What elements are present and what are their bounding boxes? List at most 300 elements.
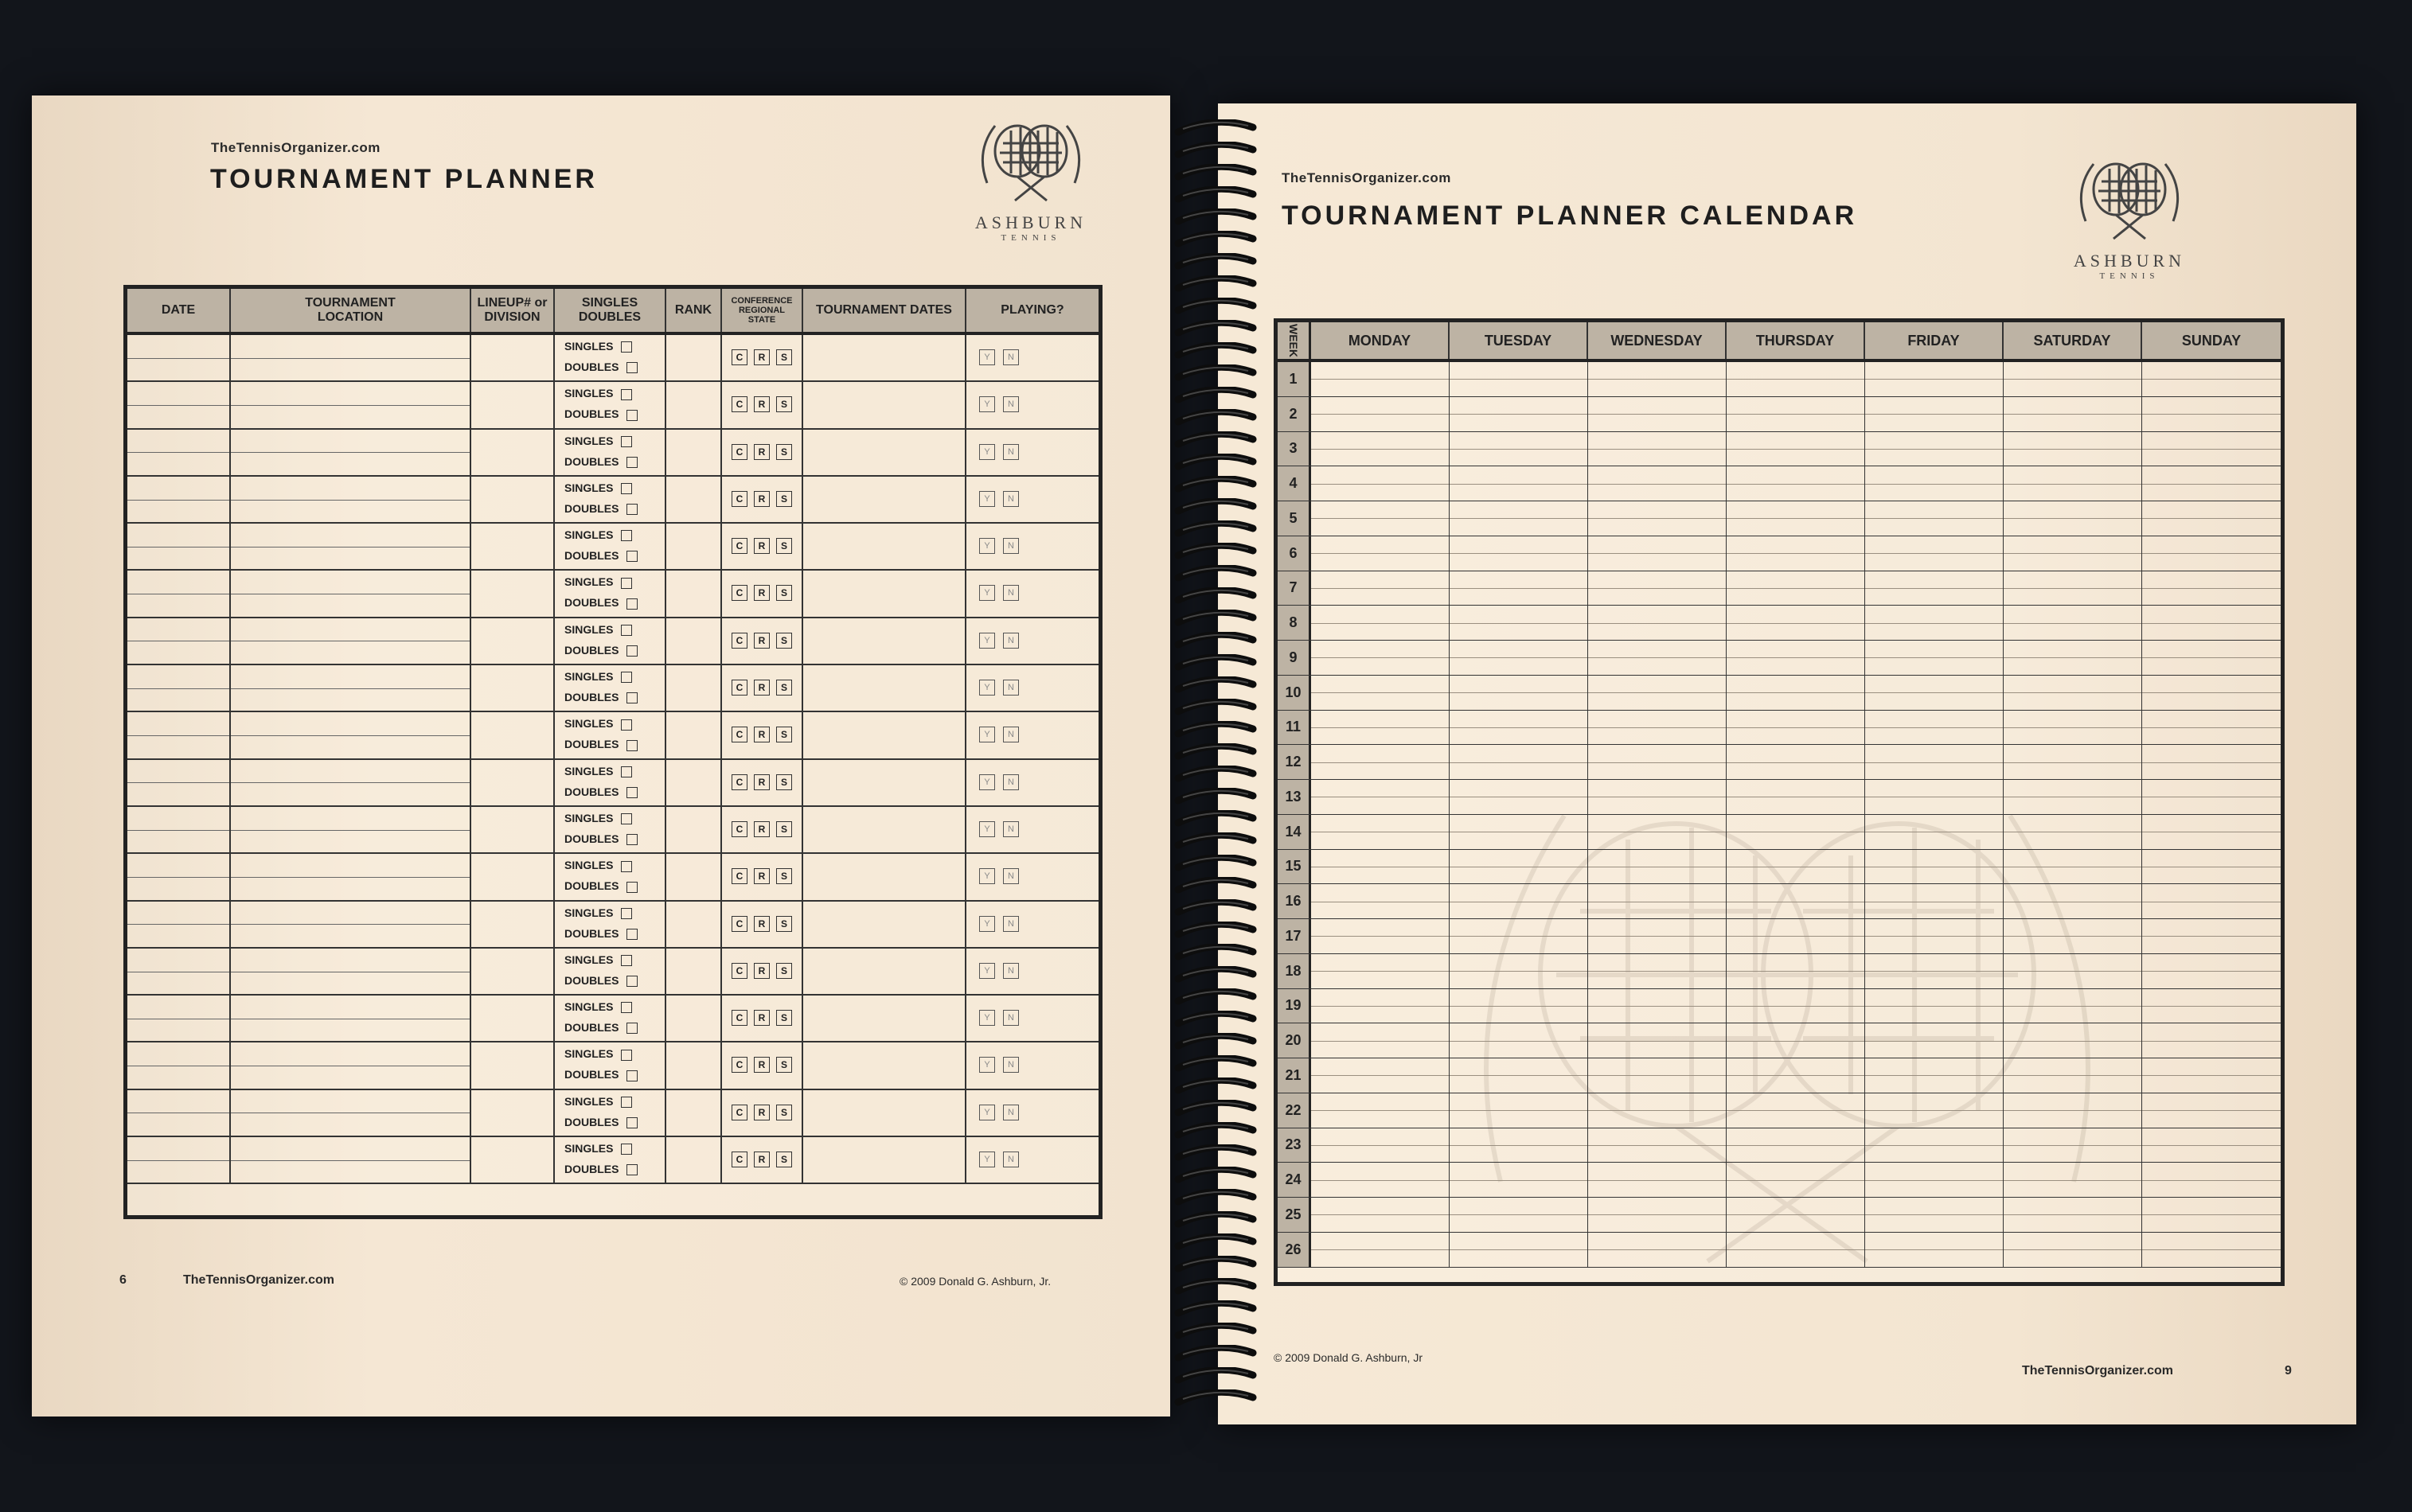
checkbox-icon[interactable] xyxy=(621,766,632,777)
day-cell xyxy=(2004,850,2142,884)
doubles-option[interactable] xyxy=(564,1116,638,1128)
day-cell xyxy=(1727,1093,1865,1128)
entry-cell xyxy=(471,1090,555,1136)
state-checkbox[interactable]: S xyxy=(776,1152,792,1167)
checkbox-icon[interactable] xyxy=(621,955,632,966)
regional-checkbox[interactable]: R xyxy=(754,916,770,932)
doubles-option[interactable] xyxy=(564,502,638,515)
singles-option[interactable] xyxy=(564,906,632,919)
day-cell xyxy=(1311,919,1450,953)
spiral-coil xyxy=(1172,231,1259,248)
entry-cell xyxy=(231,1137,471,1183)
footer-site-left: TheTennisOrganizer.com xyxy=(183,1273,334,1287)
spiral-coil xyxy=(1172,699,1259,716)
no-checkbox[interactable]: N xyxy=(1003,349,1019,365)
day-cell xyxy=(2004,432,2142,466)
entry-cell xyxy=(231,571,471,616)
entry-cell xyxy=(803,477,966,522)
spiral-coil xyxy=(1172,810,1259,828)
checkbox-icon[interactable] xyxy=(626,410,638,421)
conference-checkbox[interactable]: C xyxy=(732,868,747,884)
singles-label: SINGLES xyxy=(564,1000,614,1014)
state-checkbox[interactable]: S xyxy=(776,916,792,932)
state-checkbox[interactable]: S xyxy=(776,727,792,742)
week-row xyxy=(1278,362,2281,397)
table-row xyxy=(127,854,1099,901)
checkbox-icon[interactable] xyxy=(621,908,632,919)
entry-cell xyxy=(127,1042,231,1088)
regional-checkbox[interactable]: R xyxy=(754,680,770,696)
entry-cell xyxy=(803,996,966,1041)
yes-checkbox[interactable]: Y xyxy=(979,538,995,554)
singles-option[interactable] xyxy=(564,765,632,777)
yes-checkbox[interactable]: Y xyxy=(979,963,995,979)
header-sunday: SUNDAY xyxy=(2181,332,2242,349)
day-cell xyxy=(2142,711,2281,745)
playing-cell xyxy=(966,807,1099,852)
spiral-coil xyxy=(1172,164,1259,181)
checkbox-icon[interactable] xyxy=(621,578,632,589)
spiral-coil xyxy=(1172,743,1259,761)
regional-checkbox[interactable]: R xyxy=(754,349,770,365)
entry-cell xyxy=(471,760,555,805)
singles-label: SINGLES xyxy=(564,622,614,636)
entry-cell xyxy=(803,382,966,427)
regional-checkbox[interactable]: R xyxy=(754,538,770,554)
entry-cell xyxy=(803,1042,966,1088)
day-cell xyxy=(1865,884,2004,918)
singles-option[interactable] xyxy=(564,1047,632,1060)
singles-option[interactable] xyxy=(564,1142,632,1155)
checkbox-icon[interactable] xyxy=(626,1070,638,1081)
day-cell xyxy=(1865,362,2004,396)
day-cell xyxy=(1311,641,1450,675)
state-checkbox[interactable]: S xyxy=(776,680,792,696)
no-checkbox[interactable]: N xyxy=(1003,774,1019,790)
singles-option[interactable] xyxy=(564,859,632,871)
checkbox-icon[interactable] xyxy=(626,457,638,468)
regional-checkbox[interactable]: R xyxy=(754,868,770,884)
spiral-coil xyxy=(1172,520,1259,538)
entry-cell xyxy=(471,996,555,1041)
no-checkbox[interactable]: N xyxy=(1003,1105,1019,1120)
entry-cell xyxy=(666,524,722,569)
conference-checkbox[interactable]: C xyxy=(732,1057,747,1073)
singles-option[interactable] xyxy=(564,812,632,824)
yes-checkbox[interactable]: Y xyxy=(979,774,995,790)
yes-checkbox[interactable]: Y xyxy=(979,916,995,932)
checkbox-icon[interactable] xyxy=(626,787,638,798)
entry-cell xyxy=(803,1090,966,1136)
entry-cell xyxy=(803,571,966,616)
state-checkbox[interactable]: S xyxy=(776,396,792,412)
state-checkbox[interactable]: S xyxy=(776,491,792,507)
day-cell xyxy=(1311,397,1450,431)
no-checkbox[interactable]: N xyxy=(1003,916,1019,932)
checkbox-icon[interactable] xyxy=(626,834,638,845)
conference-checkbox[interactable]: C xyxy=(732,396,747,412)
playing-cell xyxy=(966,665,1099,711)
state-checkbox[interactable]: S xyxy=(776,349,792,365)
entry-cell xyxy=(803,949,966,994)
singles-option[interactable] xyxy=(564,387,632,399)
state-checkbox[interactable]: S xyxy=(776,1105,792,1120)
singles-label: SINGLES xyxy=(564,434,614,447)
page-title: TOURNAMENT PLANNER xyxy=(210,164,598,194)
doubles-option[interactable] xyxy=(564,691,638,703)
doubles-option[interactable] xyxy=(564,738,638,750)
no-checkbox[interactable]: N xyxy=(1003,680,1019,696)
conference-checkbox[interactable]: C xyxy=(732,727,747,742)
yes-checkbox[interactable]: Y xyxy=(979,1057,995,1073)
day-cell xyxy=(1727,641,1865,675)
spiral-coil xyxy=(1172,610,1259,627)
day-cell xyxy=(1588,536,1727,571)
day-cell xyxy=(1450,780,1588,814)
checkbox-icon[interactable] xyxy=(621,861,632,872)
yes-checkbox[interactable]: Y xyxy=(979,821,995,837)
singles-option[interactable] xyxy=(564,481,632,494)
singles-option[interactable] xyxy=(564,1095,632,1108)
singles-option[interactable] xyxy=(564,670,632,683)
regional-checkbox[interactable]: R xyxy=(754,444,770,460)
checkbox-icon[interactable] xyxy=(621,1050,632,1061)
doubles-label: DOUBLES xyxy=(564,973,619,987)
state-checkbox[interactable]: S xyxy=(776,444,792,460)
checkbox-icon[interactable] xyxy=(621,672,632,683)
week-number: 25 xyxy=(1278,1198,1311,1232)
conference-checkbox[interactable]: C xyxy=(732,538,747,554)
regional-checkbox[interactable]: R xyxy=(754,396,770,412)
checkbox-icon[interactable] xyxy=(626,645,638,657)
doubles-option[interactable] xyxy=(564,1163,638,1175)
no-checkbox[interactable]: N xyxy=(1003,868,1019,884)
state-checkbox[interactable]: S xyxy=(776,1057,792,1073)
conference-checkbox[interactable]: C xyxy=(732,774,747,790)
day-cell xyxy=(1311,362,1450,396)
checkbox-icon[interactable] xyxy=(626,1117,638,1128)
state-checkbox[interactable]: S xyxy=(776,774,792,790)
regional-checkbox[interactable]: R xyxy=(754,1152,770,1167)
day-cell xyxy=(2142,919,2281,953)
checkbox-icon[interactable] xyxy=(621,1002,632,1013)
day-cell xyxy=(1865,919,2004,953)
doubles-option[interactable] xyxy=(564,549,638,562)
conference-checkbox[interactable]: C xyxy=(732,1152,747,1167)
doubles-option[interactable] xyxy=(564,785,638,798)
entry-cell xyxy=(666,949,722,994)
entry-cell xyxy=(471,1137,555,1183)
checkbox-icon[interactable] xyxy=(621,389,632,400)
regional-checkbox[interactable]: R xyxy=(754,774,770,790)
no-checkbox[interactable]: N xyxy=(1003,963,1019,979)
doubles-option[interactable] xyxy=(564,644,638,657)
spiral-coil xyxy=(1172,855,1259,872)
crossed-rackets-icon xyxy=(971,111,1091,207)
checkbox-icon[interactable] xyxy=(626,882,638,893)
checkbox-icon[interactable] xyxy=(621,813,632,824)
conference-cell xyxy=(722,430,803,475)
spiral-coil xyxy=(1172,1233,1259,1251)
checkbox-icon[interactable] xyxy=(626,692,638,703)
singles-label: SINGLES xyxy=(564,859,614,872)
week-row xyxy=(1278,1163,2281,1198)
singles-doubles-cell xyxy=(555,949,666,994)
checkbox-icon[interactable] xyxy=(621,341,632,353)
day-cell xyxy=(1865,815,2004,849)
checkbox-icon[interactable] xyxy=(626,598,638,610)
week-number: 3 xyxy=(1278,432,1311,466)
day-cell xyxy=(1727,1128,1865,1163)
header-tournament-dates: TOURNAMENT DATES xyxy=(803,289,966,332)
no-checkbox[interactable]: N xyxy=(1003,444,1019,460)
page-number-right: 9 xyxy=(2285,1364,2292,1378)
yes-checkbox[interactable]: Y xyxy=(979,1105,995,1120)
day-cell xyxy=(1450,536,1588,571)
yes-checkbox[interactable]: Y xyxy=(979,1010,995,1026)
table-row xyxy=(127,618,1099,665)
calendar-header xyxy=(1278,322,2281,362)
week-number: 7 xyxy=(1278,571,1311,606)
singles-option[interactable] xyxy=(564,575,632,588)
header-tuesday: TUESDAY xyxy=(1450,322,1588,359)
singles-option[interactable] xyxy=(564,717,632,730)
spiral-coil xyxy=(1172,431,1259,449)
doubles-option[interactable] xyxy=(564,455,638,468)
day-cell xyxy=(1450,432,1588,466)
state-checkbox[interactable]: S xyxy=(776,585,792,601)
conference-checkbox[interactable]: C xyxy=(732,963,747,979)
regional-checkbox[interactable]: R xyxy=(754,491,770,507)
playing-cell xyxy=(966,477,1099,522)
spiral-coil xyxy=(1172,1389,1259,1407)
doubles-option[interactable] xyxy=(564,927,638,940)
header-saturday: SATURDAY xyxy=(2004,322,2142,359)
state-checkbox[interactable]: S xyxy=(776,868,792,884)
table-row xyxy=(127,571,1099,618)
footer-site-right: TheTennisOrganizer.com xyxy=(2022,1364,2173,1378)
day-cell xyxy=(1588,501,1727,536)
week-number: 5 xyxy=(1278,501,1311,536)
regional-checkbox[interactable]: R xyxy=(754,1057,770,1073)
day-cell xyxy=(1865,466,2004,501)
doubles-option[interactable] xyxy=(564,1068,638,1081)
week-row xyxy=(1278,1128,2281,1163)
checkbox-icon[interactable] xyxy=(626,362,638,373)
checkbox-icon[interactable] xyxy=(626,740,638,751)
regional-checkbox[interactable]: R xyxy=(754,963,770,979)
entry-cell xyxy=(127,996,231,1041)
day-cell xyxy=(2142,954,2281,988)
day-cell xyxy=(1588,711,1727,745)
no-checkbox[interactable]: N xyxy=(1003,821,1019,837)
day-cell xyxy=(1588,1128,1727,1163)
playing-cell xyxy=(966,854,1099,899)
regional-checkbox[interactable]: R xyxy=(754,821,770,837)
checkbox-icon[interactable] xyxy=(626,551,638,562)
header-date: DATE xyxy=(127,289,231,332)
yes-checkbox[interactable]: Y xyxy=(979,396,995,412)
checkbox-icon[interactable] xyxy=(626,929,638,940)
day-cell xyxy=(1865,397,2004,431)
state-checkbox[interactable]: S xyxy=(776,821,792,837)
no-checkbox[interactable]: N xyxy=(1003,491,1019,507)
spiral-coil xyxy=(1172,1345,1259,1362)
doubles-label: DOUBLES xyxy=(564,407,619,421)
singles-option[interactable] xyxy=(564,435,632,447)
no-checkbox[interactable]: N xyxy=(1003,1057,1019,1073)
yes-checkbox[interactable]: Y xyxy=(979,727,995,742)
conference-checkbox[interactable]: C xyxy=(732,821,747,837)
week-row xyxy=(1278,571,2281,606)
day-cell xyxy=(1450,501,1588,536)
entry-cell xyxy=(666,382,722,427)
doubles-option[interactable] xyxy=(564,360,638,373)
table-row xyxy=(127,712,1099,759)
doubles-option[interactable] xyxy=(564,407,638,420)
yes-checkbox[interactable]: Y xyxy=(979,585,995,601)
entry-cell xyxy=(666,807,722,852)
day-cell xyxy=(1727,571,1865,606)
yes-checkbox[interactable]: Y xyxy=(979,444,995,460)
singles-label: SINGLES xyxy=(564,811,614,824)
singles-option[interactable] xyxy=(564,1000,632,1013)
day-cell xyxy=(2004,1128,2142,1163)
checkbox-icon[interactable] xyxy=(621,719,632,731)
day-cell xyxy=(2004,745,2142,779)
conference-checkbox[interactable]: C xyxy=(732,1010,747,1026)
day-cell xyxy=(1311,571,1450,606)
no-checkbox[interactable]: N xyxy=(1003,633,1019,649)
singles-doubles-cell xyxy=(555,477,666,522)
day-cell xyxy=(2004,1058,2142,1093)
conference-checkbox[interactable]: C xyxy=(732,491,747,507)
entry-cell xyxy=(666,430,722,475)
week-number: 11 xyxy=(1278,711,1311,745)
singles-option[interactable] xyxy=(564,528,632,541)
day-cell xyxy=(1450,571,1588,606)
checkbox-icon[interactable] xyxy=(626,504,638,515)
checkbox-icon[interactable] xyxy=(621,530,632,541)
week-number: 15 xyxy=(1278,850,1311,884)
table-row xyxy=(127,382,1099,429)
week-number: 21 xyxy=(1278,1058,1311,1093)
no-checkbox[interactable]: N xyxy=(1003,396,1019,412)
conference-checkbox[interactable]: C xyxy=(732,680,747,696)
entry-cell xyxy=(231,996,471,1041)
entry-cell xyxy=(127,807,231,852)
yes-checkbox[interactable]: Y xyxy=(979,680,995,696)
state-checkbox[interactable]: S xyxy=(776,1010,792,1026)
day-cell xyxy=(1588,1198,1727,1232)
week-number: 24 xyxy=(1278,1163,1311,1197)
checkbox-icon[interactable] xyxy=(621,1144,632,1155)
yes-checkbox[interactable]: Y xyxy=(979,633,995,649)
doubles-option[interactable] xyxy=(564,596,638,609)
day-cell xyxy=(2004,536,2142,571)
no-checkbox[interactable]: N xyxy=(1003,585,1019,601)
checkbox-icon[interactable] xyxy=(626,976,638,987)
conference-checkbox[interactable]: C xyxy=(732,633,747,649)
entry-cell xyxy=(127,430,231,475)
entry-cell xyxy=(231,430,471,475)
yes-checkbox[interactable]: Y xyxy=(979,349,995,365)
conference-cell xyxy=(722,1090,803,1136)
spiral-coil xyxy=(1172,766,1259,783)
yes-checkbox[interactable]: Y xyxy=(979,491,995,507)
entry-cell xyxy=(231,335,471,380)
regional-checkbox[interactable]: R xyxy=(754,727,770,742)
playing-cell xyxy=(966,760,1099,805)
checkbox-icon[interactable] xyxy=(626,1023,638,1034)
day-cell xyxy=(1865,1198,2004,1232)
singles-option[interactable] xyxy=(564,953,632,966)
yes-checkbox[interactable]: Y xyxy=(979,868,995,884)
entry-cell xyxy=(666,665,722,711)
checkbox-icon[interactable] xyxy=(621,625,632,636)
day-cell xyxy=(1727,362,1865,396)
state-checkbox[interactable]: S xyxy=(776,963,792,979)
day-cell xyxy=(2142,536,2281,571)
conference-checkbox[interactable]: C xyxy=(732,916,747,932)
state-checkbox[interactable]: S xyxy=(776,633,792,649)
conference-checkbox[interactable]: C xyxy=(732,349,747,365)
regional-checkbox[interactable]: R xyxy=(754,1010,770,1026)
conference-cell xyxy=(722,760,803,805)
conference-checkbox[interactable]: C xyxy=(732,585,747,601)
doubles-option[interactable] xyxy=(564,1021,638,1034)
singles-option[interactable] xyxy=(564,340,632,353)
regional-checkbox[interactable]: R xyxy=(754,585,770,601)
doubles-option[interactable] xyxy=(564,974,638,987)
doubles-option[interactable] xyxy=(564,832,638,845)
day-cell xyxy=(1311,711,1450,745)
singles-doubles-cell xyxy=(555,524,666,569)
singles-doubles-cell xyxy=(555,1090,666,1136)
header-tournament-location: TOURNAMENT LOCATION xyxy=(231,289,471,332)
day-cell xyxy=(1311,536,1450,571)
day-cell xyxy=(1865,432,2004,466)
checkbox-icon[interactable] xyxy=(626,1164,638,1175)
conference-checkbox[interactable]: C xyxy=(732,1105,747,1120)
day-cell xyxy=(2142,571,2281,606)
no-checkbox[interactable]: N xyxy=(1003,1152,1019,1167)
singles-label: SINGLES xyxy=(564,528,614,542)
day-cell xyxy=(1311,989,1450,1023)
no-checkbox[interactable]: N xyxy=(1003,727,1019,742)
doubles-option[interactable] xyxy=(564,879,638,892)
regional-checkbox[interactable]: R xyxy=(754,1105,770,1120)
spiral-coil xyxy=(1172,1300,1259,1318)
yes-checkbox[interactable]: Y xyxy=(979,1152,995,1167)
no-checkbox[interactable]: N xyxy=(1003,538,1019,554)
spiral-coil xyxy=(1172,320,1259,337)
no-checkbox[interactable]: N xyxy=(1003,1010,1019,1026)
entry-cell xyxy=(803,524,966,569)
conference-cell xyxy=(722,854,803,899)
checkbox-icon[interactable] xyxy=(621,436,632,447)
checkbox-icon[interactable] xyxy=(621,1097,632,1108)
regional-checkbox[interactable]: R xyxy=(754,633,770,649)
day-cell xyxy=(2142,432,2281,466)
conference-checkbox[interactable]: C xyxy=(732,444,747,460)
site-header: TheTennisOrganizer.com xyxy=(1282,170,1451,185)
state-checkbox[interactable]: S xyxy=(776,538,792,554)
entry-cell xyxy=(231,902,471,947)
checkbox-icon[interactable] xyxy=(621,483,632,494)
singles-option[interactable] xyxy=(564,623,632,636)
spiral-coil xyxy=(1172,476,1259,493)
